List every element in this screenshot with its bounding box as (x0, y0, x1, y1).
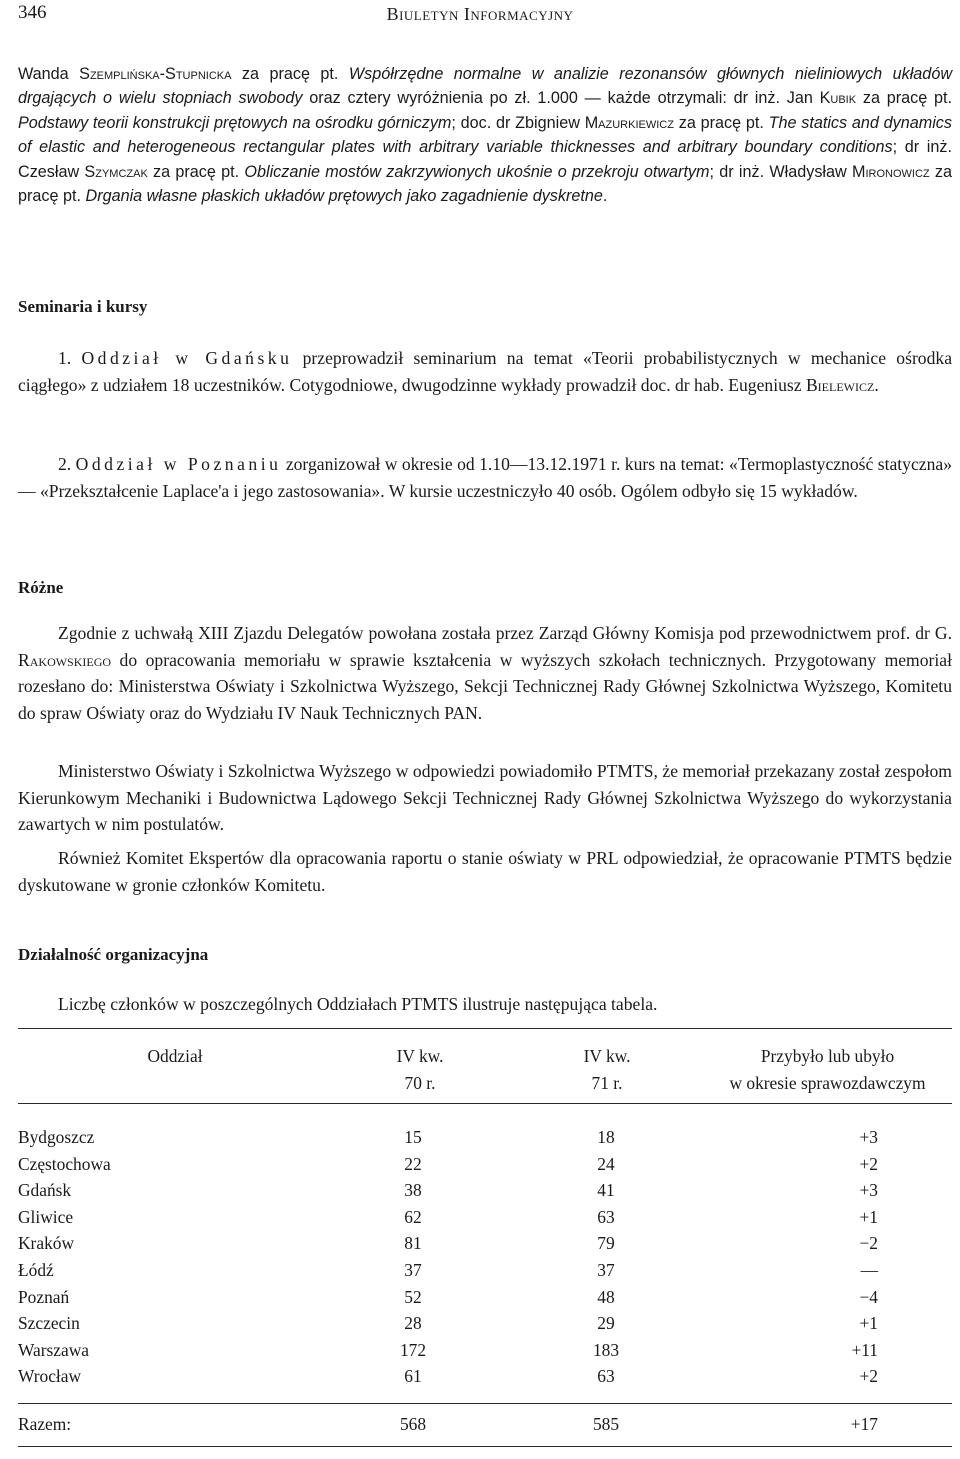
cell-q4-1970: 37 (404, 1260, 422, 1280)
awards-paragraph: Wanda Szemplińska-Stupnicka za pracę pt. Współrzędne normalne w analizie rezonansów głównych nieliniowych układów drgających o wielu stopniach swobody oraz cztery wyróżnienia po zł. 1.000 — każde otrzymali: dr inż. Jan Kubik za pracę pt. Podstawy teorii konstrukcji prętowych na ośrodku górniczym; doc. dr Zbigniew Mazurkiewicz za pracę pt. The statics and dynamics of elastic and heterogeneous rectangular plates with arbitrary variable thicknesses and arbitrary boundary conditions; dr inż. Czesław Szymczak za pracę pt. Obliczanie mostów zakrzywionych ukośnie o przekroju otwartym; dr inż. Władysław Mironowicz za pracę pt. Drgania własne płaskich układów prętowych jako zagadnienie dyskretne. (18, 65, 953, 206)
cell-branch: Gliwice (18, 1206, 74, 1227)
cell-q4-1970: 62 (404, 1206, 422, 1227)
author-surname: Szymczak (84, 162, 148, 181)
cell-total-q4-1970: 568 (399, 1414, 427, 1434)
cell-total-label: Razem: (18, 1414, 72, 1434)
work-title: Drgania własne płaskich układów prętowych jako zagadnienie dyskretne (85, 187, 603, 206)
table-row (18, 1233, 952, 1260)
table-row (18, 1154, 952, 1181)
cell-q4-1971: 41 (597, 1180, 615, 1201)
table-row (18, 1127, 952, 1154)
cell-branch: Warszawa (18, 1339, 90, 1360)
cell-branch: Poznań (18, 1286, 70, 1307)
section-heading-misc: Różne (18, 578, 64, 597)
cell-branch: Kraków (18, 1233, 75, 1254)
cell-change: +11 (851, 1339, 878, 1360)
cell-q4-1970: 22 (404, 1153, 422, 1174)
cell-q4-1970: 28 (404, 1313, 422, 1334)
page-number: 346 (18, 2, 47, 23)
cell-branch: Bydgoszcz (18, 1127, 95, 1147)
table-row (18, 1340, 952, 1367)
table-bottom-rule (18, 1446, 952, 1447)
cell-branch: Gdańsk (18, 1180, 72, 1201)
cell-q4-1971: 18 (597, 1127, 615, 1147)
author-surname: Mironowicz (851, 162, 930, 181)
work-title: Podstawy teorii konstrukcji prętowych na ośrodku górniczym (18, 113, 452, 132)
table-row (18, 1287, 952, 1314)
cell-q4-1971: 79 (597, 1233, 615, 1254)
cell-branch: Szczecin (18, 1313, 80, 1334)
misc-paragraph-2: Ministerstwo Oświaty i Szkolnictwa Wyższego w odpowiedzi powiadomiło PTMTS, że memoriał przekazany został zespołom Kierunkowym Mechaniki i Budownictwa Lądowego Sekcji Technicznej Rady Głównej Szkolnictwa Wyższego do wykorzystania zawartych w nim postulatów. (18, 761, 952, 834)
cell-q4-1971: 24 (597, 1153, 615, 1174)
work-title: The statics and dynamics of elastic and heterogeneous rectangular plates with arbitrary variable thicknesses and arbitrary boundary conditions (18, 113, 952, 157)
table-row (18, 1260, 952, 1287)
running-title: Biuletyn Informacyjny (386, 4, 574, 24)
table-row (18, 1180, 952, 1207)
branch-name: Oddział w Gdańsku (81, 348, 293, 368)
cell-total-q4-1971: 585 (592, 1414, 620, 1434)
author-surname: Bielewicz (805, 374, 875, 395)
table-total-row (18, 1414, 952, 1441)
cell-change: +3 (859, 1180, 878, 1201)
table-header-rule (18, 1103, 952, 1104)
work-title: Współrzędne normalne w analizie rezonansów głównych nieliniowych układów drgających o wielu stopniach swobody (18, 65, 953, 108)
author-surname: Mazurkiewicz (584, 113, 674, 132)
cell-q4-1970: 81 (404, 1233, 422, 1254)
table-top-rule (18, 1028, 952, 1029)
table-header-change: Przybyło lub ubyło w okresie sprawozdawczym (729, 1046, 926, 1093)
work-title: Obliczanie mostów zakrzywionych ukośnie o przekroju otwartym (244, 162, 710, 181)
cell-branch: Wrocław (18, 1366, 82, 1387)
cell-q4-1970: 61 (404, 1366, 422, 1387)
cell-change: −4 (859, 1286, 878, 1307)
cell-change: +2 (859, 1153, 878, 1174)
cell-q4-1970: 172 (399, 1339, 427, 1360)
table-header-branch: Oddział (147, 1046, 203, 1066)
cell-change: +2 (859, 1366, 878, 1387)
table-row (18, 1313, 952, 1340)
cell-branch: Częstochowa (18, 1153, 111, 1174)
table-total-rule (18, 1403, 952, 1404)
table-row (18, 1207, 952, 1234)
cell-q4-1971: 48 (597, 1286, 615, 1307)
branch-name: Oddział w Poznaniu (75, 454, 282, 474)
cell-q4-1971: 37 (597, 1260, 615, 1280)
misc-paragraph-3: Również Komitet Ekspertów dla opracowania raportu o stanie oświaty w PRL odpowiedział, że opracowanie PTMTS będzie dyskutowane w gronie członków Komitetu. (18, 848, 952, 895)
seminar-paragraph-poznan: 2. Oddział w Poznaniu zorganizował w okresie od 1.10—13.12.1971 r. kurs na temat: «Termoplastyczność statyczna» — «Przekształcenie Laplace'a i jego zastosowania». W kursie uczestniczyło 40 osób. Ogólem odbyło się 15 wykładów. (18, 454, 953, 501)
cell-q4-1971: 63 (597, 1366, 615, 1387)
cell-change: +3 (859, 1127, 878, 1147)
misc-paragraph-1: Zgodnie z uchwałą XIII Zjazdu Delegatów powołana została przez Zarząd Główny Komisja pod przewodnictwem prof. dr G. Rakowskiego do opracowania memoriału w sprawie kształcenia w wyższych szkołach technicznych. Przygotowany memoriał rozesłano do: Ministerstwa Oświaty i Szkolnictwa Wyższego, Sekcji Technicznej Rady Głównej Szkolnictwa Wyższego, Komitetu do spraw Oświaty oraz do Wydziału IV Nauk Technicznych PAN. (18, 623, 952, 723)
table-header-q4-1970: IV kw. 70 r. (396, 1046, 444, 1093)
cell-q4-1971: 63 (597, 1206, 615, 1227)
cell-change: — (860, 1260, 878, 1280)
cell-branch: Łódź (18, 1260, 54, 1280)
cell-q4-1970: 52 (404, 1286, 422, 1307)
organization-intro: Liczbę członków w poszczególnych Oddziałach PTMTS ilustruje następująca tabela. (58, 994, 658, 1014)
page-header (18, 2, 942, 32)
cell-q4-1970: 15 (404, 1127, 422, 1147)
author-surname: Rakowskiego (18, 649, 112, 670)
cell-q4-1971: 183 (592, 1339, 620, 1360)
section-heading-organization: Działalność organizacyjna (18, 945, 209, 964)
cell-total-change: +17 (850, 1414, 878, 1434)
cell-change: −2 (859, 1233, 878, 1254)
cell-change: +1 (859, 1313, 878, 1334)
cell-q4-1970: 38 (404, 1180, 422, 1201)
cell-q4-1971: 29 (597, 1313, 615, 1334)
cell-change: +1 (859, 1206, 878, 1227)
section-heading-seminars: Seminaria i kursy (18, 297, 148, 316)
seminar-paragraph-gdansk: 1. Oddział w Gdańsku przeprowadził seminarium na temat «Teorii probabilistycznych w mechanice ośrodka ciągłego» z udziałem 18 uczestników. Cotygodniowe, dwugodzinne wykłady prowadził doc. dr hab. Eugeniusz Bielewicz. (18, 348, 952, 395)
author-surname: Kubik (819, 89, 857, 108)
table-header-q4-1971: IV kw. 71 r. (583, 1046, 631, 1093)
author-surname: Szemplińska-Stupnicka (79, 65, 232, 83)
table-row (18, 1366, 952, 1393)
